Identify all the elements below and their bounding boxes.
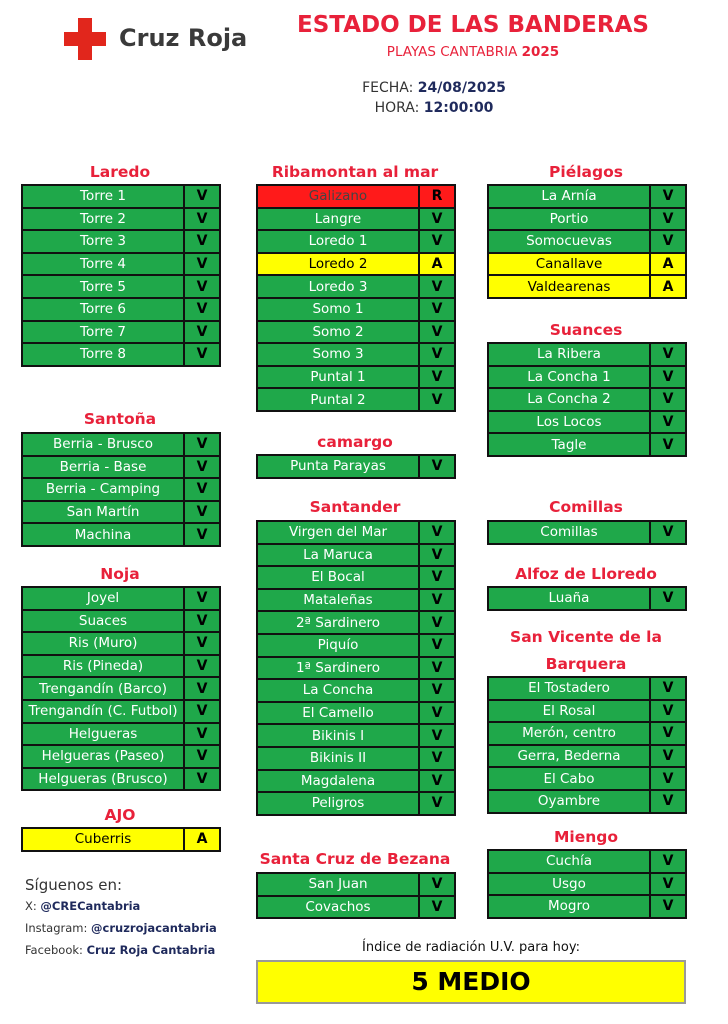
flag-status: V xyxy=(650,208,686,231)
beach-name: La Concha 1 xyxy=(488,366,650,389)
beach-row xyxy=(488,388,686,411)
beach-row xyxy=(257,873,455,896)
beach-row xyxy=(22,523,220,546)
beach-name: San Martín xyxy=(22,501,184,524)
beach-name: El Rosal xyxy=(488,700,650,723)
flag-status: V xyxy=(419,275,455,298)
page-title: ESTADO DE LAS BANDERAS xyxy=(297,12,649,38)
beach-name: Usgo xyxy=(488,873,650,896)
beach-row xyxy=(488,677,686,700)
beach-row xyxy=(22,655,220,678)
beach-name: 1ª Sardinero xyxy=(257,657,419,680)
beach-row xyxy=(488,850,686,873)
flag-status: V xyxy=(419,298,455,321)
section-title-santona: Santoña xyxy=(83,410,157,428)
beach-row xyxy=(257,298,455,321)
beach-name: Oyambre xyxy=(488,790,650,813)
beach-row xyxy=(488,253,686,276)
beach-name: Trengandín (Barco) xyxy=(22,677,184,700)
subtitle-year: 2025 xyxy=(521,44,560,60)
beach-row xyxy=(22,456,220,479)
beach-name: Luaña xyxy=(488,587,650,610)
beach-name: Valdearenas xyxy=(488,275,650,298)
beach-name: Gerra, Bederna xyxy=(488,745,650,768)
beach-name: Peligros xyxy=(257,792,419,815)
flag-status: V xyxy=(419,521,455,544)
social-facebook[interactable] xyxy=(25,943,215,957)
beach-row xyxy=(22,343,220,366)
flag-status: V xyxy=(650,433,686,456)
section-title-suances: Suances xyxy=(549,321,623,339)
beach-name: Bikinis I xyxy=(257,724,419,747)
flag-status: V xyxy=(650,722,686,745)
beach-name: Berria - Brusco xyxy=(22,433,184,456)
beach-name: Ris (Muro) xyxy=(22,632,184,655)
flag-status: V xyxy=(419,343,455,366)
flag-status: V xyxy=(650,767,686,790)
beach-name: Machina xyxy=(22,523,184,546)
flag-status: V xyxy=(184,275,220,298)
beach-row xyxy=(488,790,686,813)
flag-status: R xyxy=(419,185,455,208)
beach-name: El Camello xyxy=(257,702,419,725)
beach-name: Torre 1 xyxy=(22,185,184,208)
section-title-ajo: AJO xyxy=(104,806,136,824)
section-title-camargo: camargo xyxy=(317,433,393,451)
beach-name: Helgueras (Brusco) xyxy=(22,768,184,791)
beach-name: Los Locos xyxy=(488,411,650,434)
beach-name: Helgueras xyxy=(22,723,184,746)
beach-row xyxy=(488,208,686,231)
red-cross-icon xyxy=(64,18,106,60)
beach-name: Piquío xyxy=(257,634,419,657)
section-title-pielagos: Piélagos xyxy=(549,163,623,181)
follow-title: Síguenos en: xyxy=(25,876,123,894)
section-title-sanvicente-line1: San Vicente de la xyxy=(510,628,662,646)
beach-row xyxy=(488,275,686,298)
beach-table-noja xyxy=(21,586,221,791)
x-label: X: xyxy=(25,899,37,913)
flag-status: V xyxy=(184,321,220,344)
beach-row xyxy=(257,724,455,747)
flag-status: V xyxy=(650,677,686,700)
beach-row xyxy=(22,723,220,746)
beach-table-laredo xyxy=(21,184,221,367)
beach-row xyxy=(488,767,686,790)
beach-name: Torre 2 xyxy=(22,208,184,231)
flag-status: V xyxy=(419,657,455,680)
beach-row xyxy=(488,873,686,896)
subtitle-text: PLAYAS CANTABRIA xyxy=(386,44,518,60)
beach-name: El Tostadero xyxy=(488,677,650,700)
beach-row xyxy=(488,745,686,768)
beach-row xyxy=(257,544,455,567)
beach-name: Berria - Camping xyxy=(22,478,184,501)
section-title-laredo: Laredo xyxy=(89,163,151,181)
flag-status: A xyxy=(419,253,455,276)
beach-row xyxy=(22,677,220,700)
beach-name: Torre 4 xyxy=(22,253,184,276)
beach-row xyxy=(22,587,220,610)
beach-row xyxy=(257,208,455,231)
beach-row xyxy=(488,722,686,745)
flag-status: V xyxy=(650,850,686,873)
beach-row xyxy=(257,702,455,725)
section-title-miengo: Miengo xyxy=(553,828,619,846)
flag-status: V xyxy=(419,230,455,253)
beach-name: 2ª Sardinero xyxy=(257,611,419,634)
beach-name: La Arnía xyxy=(488,185,650,208)
beach-name: Magdalena xyxy=(257,770,419,793)
beach-name: Comillas xyxy=(488,521,650,544)
flag-status: V xyxy=(419,724,455,747)
beach-name: Torre 8 xyxy=(22,343,184,366)
beach-row xyxy=(257,275,455,298)
time-value: 12:00:00 xyxy=(423,100,494,116)
beach-name: San Juan xyxy=(257,873,419,896)
flag-status: V xyxy=(650,521,686,544)
date-value: 24/08/2025 xyxy=(417,80,506,96)
beach-name: Mataleñas xyxy=(257,589,419,612)
beach-row xyxy=(488,587,686,610)
beach-name: Berria - Base xyxy=(22,456,184,479)
flag-status: V xyxy=(419,747,455,770)
beach-name: Galizano xyxy=(257,185,419,208)
flag-status: V xyxy=(419,679,455,702)
facebook-handle[interactable]: Cruz Roja Cantabria xyxy=(86,943,216,957)
beach-row xyxy=(257,388,455,411)
beach-row xyxy=(257,611,455,634)
beach-row xyxy=(488,895,686,918)
beach-name: Somocuevas xyxy=(488,230,650,253)
flag-status: A xyxy=(650,253,686,276)
flag-status: V xyxy=(419,589,455,612)
flag-status: V xyxy=(650,790,686,813)
beach-name: Portio xyxy=(488,208,650,231)
beach-row xyxy=(22,478,220,501)
beach-name: El Cabo xyxy=(488,767,650,790)
beach-name: Loredo 3 xyxy=(257,275,419,298)
beach-row xyxy=(22,610,220,633)
flag-status: V xyxy=(184,523,220,546)
beach-table-santona xyxy=(21,432,221,547)
beach-table-camargo xyxy=(256,454,456,479)
beach-row xyxy=(257,589,455,612)
date-line xyxy=(300,80,568,96)
flag-status: V xyxy=(184,298,220,321)
flag-status: V xyxy=(419,208,455,231)
flag-status: V xyxy=(650,185,686,208)
beach-row xyxy=(257,321,455,344)
beach-table-miengo xyxy=(487,849,687,919)
beach-name: La Ribera xyxy=(488,343,650,366)
beach-name: Puntal 1 xyxy=(257,366,419,389)
instagram-label: Instagram: xyxy=(25,921,88,935)
flag-status: V xyxy=(419,366,455,389)
beach-table-alfoz xyxy=(487,586,687,611)
section-title-alfoz: Alfoz de Lloredo xyxy=(515,565,657,583)
uv-index-value: 5 MEDIO xyxy=(256,960,686,1004)
beach-row xyxy=(257,521,455,544)
beach-row xyxy=(257,230,455,253)
beach-name: Puntal 2 xyxy=(257,388,419,411)
section-title-comillas: Comillas xyxy=(549,498,623,516)
beach-name: Bikinis II xyxy=(257,747,419,770)
beach-row xyxy=(257,792,455,815)
beach-name: Loredo 1 xyxy=(257,230,419,253)
flag-status: V xyxy=(184,632,220,655)
beach-name: Somo 2 xyxy=(257,321,419,344)
time-label: HORA: xyxy=(374,100,420,116)
flag-status: V xyxy=(184,433,220,456)
flag-status: V xyxy=(419,321,455,344)
flag-status: V xyxy=(419,455,455,478)
flag-status: V xyxy=(184,478,220,501)
beach-row xyxy=(22,433,220,456)
flag-status: V xyxy=(650,895,686,918)
beach-table-suances xyxy=(487,342,687,457)
flag-status: V xyxy=(184,587,220,610)
beach-table-pielagos xyxy=(487,184,687,299)
flag-status: V xyxy=(184,745,220,768)
beach-row xyxy=(22,501,220,524)
beach-row xyxy=(257,770,455,793)
time-line xyxy=(300,100,568,116)
section-title-noja: Noja xyxy=(100,565,140,583)
instagram-handle[interactable]: @cruzrojacantabria xyxy=(91,921,217,935)
beach-table-ajo xyxy=(21,827,221,852)
beach-row xyxy=(257,455,455,478)
beach-name: Torre 7 xyxy=(22,321,184,344)
flag-status: V xyxy=(419,388,455,411)
beach-name: Trengandín (C. Futbol) xyxy=(22,700,184,723)
beach-table-santander xyxy=(256,520,456,816)
beach-name: Langre xyxy=(257,208,419,231)
flag-status: V xyxy=(650,700,686,723)
beach-name: El Bocal xyxy=(257,566,419,589)
beach-name: Loredo 2 xyxy=(257,253,419,276)
beach-row xyxy=(22,253,220,276)
flag-status: V xyxy=(184,253,220,276)
beach-row xyxy=(22,185,220,208)
flag-status: A xyxy=(650,275,686,298)
beach-row xyxy=(488,366,686,389)
beach-row xyxy=(22,828,220,851)
flag-status: V xyxy=(184,456,220,479)
beach-row xyxy=(257,747,455,770)
beach-row xyxy=(257,634,455,657)
logo-text: Cruz Roja xyxy=(119,24,248,52)
beach-row xyxy=(22,700,220,723)
flag-status: V xyxy=(184,208,220,231)
flag-status: V xyxy=(184,700,220,723)
beach-row xyxy=(257,679,455,702)
flag-status: V xyxy=(650,388,686,411)
beach-name: La Maruca xyxy=(257,544,419,567)
flag-status: V xyxy=(184,501,220,524)
beach-row xyxy=(488,521,686,544)
social-x[interactable] xyxy=(25,899,140,913)
beach-row xyxy=(257,185,455,208)
beach-name: Suaces xyxy=(22,610,184,633)
flag-status: V xyxy=(650,411,686,434)
beach-name: Cuberris xyxy=(22,828,184,851)
beach-row xyxy=(257,657,455,680)
beach-row xyxy=(257,343,455,366)
beach-row xyxy=(22,275,220,298)
beach-name: Torre 6 xyxy=(22,298,184,321)
x-handle[interactable]: @CRECantabria xyxy=(40,899,141,913)
flag-status: V xyxy=(419,873,455,896)
flag-status: V xyxy=(419,566,455,589)
beach-name: Cuchía xyxy=(488,850,650,873)
section-title-santander: Santander xyxy=(309,498,401,516)
beach-name: Covachos xyxy=(257,896,419,919)
beach-row xyxy=(22,208,220,231)
beach-row xyxy=(488,343,686,366)
flag-status: V xyxy=(184,655,220,678)
beach-name: Merón, centro xyxy=(488,722,650,745)
flag-status: V xyxy=(419,544,455,567)
flag-status: V xyxy=(184,610,220,633)
beach-name: Joyel xyxy=(22,587,184,610)
beach-row xyxy=(22,321,220,344)
flag-status: V xyxy=(650,343,686,366)
flag-status: A xyxy=(184,828,220,851)
flag-status: V xyxy=(419,611,455,634)
beach-table-ribamontan xyxy=(256,184,456,412)
flag-status: V xyxy=(184,723,220,746)
beach-row xyxy=(22,745,220,768)
beach-row xyxy=(22,632,220,655)
flag-status: V xyxy=(184,343,220,366)
uv-label: Índice de radiación U.V. para hoy: xyxy=(362,940,580,955)
date-label: FECHA: xyxy=(362,80,414,96)
beach-name: Mogro xyxy=(488,895,650,918)
facebook-label: Facebook: xyxy=(25,943,83,957)
beach-name: Tagle xyxy=(488,433,650,456)
flag-status: V xyxy=(419,896,455,919)
flag-status: V xyxy=(650,873,686,896)
section-title-bezana: Santa Cruz de Bezana xyxy=(259,850,451,868)
flag-status: V xyxy=(419,702,455,725)
beach-table-bezana xyxy=(256,872,456,919)
flag-status: V xyxy=(419,792,455,815)
beach-row xyxy=(488,700,686,723)
beach-table-comillas xyxy=(487,520,687,545)
beach-name: Virgen del Mar xyxy=(257,521,419,544)
flag-status: V xyxy=(184,677,220,700)
beach-name: Ris (Pineda) xyxy=(22,655,184,678)
beach-row xyxy=(22,298,220,321)
social-instagram[interactable] xyxy=(25,921,217,935)
flag-status: V xyxy=(650,587,686,610)
beach-name: Torre 3 xyxy=(22,230,184,253)
flag-status: V xyxy=(184,185,220,208)
beach-row xyxy=(257,253,455,276)
section-title-ribamontan: Ribamontan al mar xyxy=(271,163,439,181)
flag-status: V xyxy=(419,634,455,657)
beach-name: La Concha 2 xyxy=(488,388,650,411)
flag-status: V xyxy=(650,230,686,253)
beach-row xyxy=(22,768,220,791)
beach-name: Somo 3 xyxy=(257,343,419,366)
beach-row xyxy=(22,230,220,253)
beach-row xyxy=(488,433,686,456)
beach-row xyxy=(257,896,455,919)
beach-row xyxy=(257,566,455,589)
beach-name: La Concha xyxy=(257,679,419,702)
flag-status: V xyxy=(419,770,455,793)
beach-name: Torre 5 xyxy=(22,275,184,298)
flag-status: V xyxy=(184,230,220,253)
beach-table-sanvicente xyxy=(487,676,687,814)
beach-row xyxy=(488,185,686,208)
beach-name: Helgueras (Paseo) xyxy=(22,745,184,768)
beach-name: Canallave xyxy=(488,253,650,276)
section-title-sanvicente-line2: Barquera xyxy=(545,655,627,673)
flag-status: V xyxy=(184,768,220,791)
flag-status: V xyxy=(650,366,686,389)
beach-name: Somo 1 xyxy=(257,298,419,321)
beach-row xyxy=(488,230,686,253)
flag-status: V xyxy=(650,745,686,768)
beach-row xyxy=(257,366,455,389)
beach-row xyxy=(488,411,686,434)
beach-name: Punta Parayas xyxy=(257,455,419,478)
page-subtitle xyxy=(290,44,656,60)
